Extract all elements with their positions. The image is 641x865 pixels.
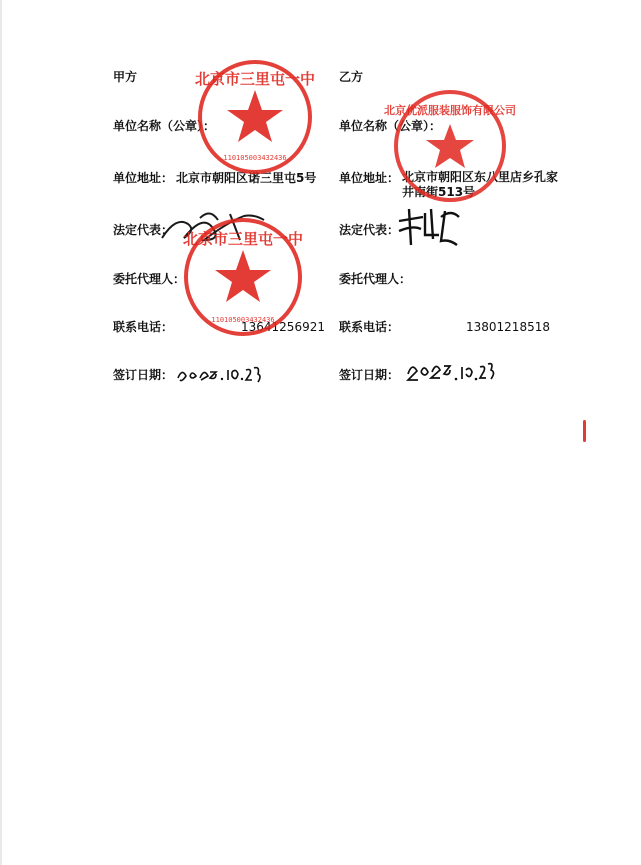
party-b-legal-rep-label: 法定代表： (339, 223, 400, 237)
seal-edge-mark (583, 420, 586, 442)
party-a-official-seal-lower (182, 216, 304, 338)
svg-text:110105003432436: 110105003432436 (211, 316, 275, 324)
party-b-handwritten-date (406, 358, 496, 386)
party-b-unit-name-label: 单位名称（公章）： (339, 119, 442, 133)
svg-text:110105003432436: 110105003432436 (223, 154, 287, 162)
party-a-agent-label: 委托代理人： (113, 272, 186, 286)
svg-text:北京优派服装服饰有限公司: 北京优派服装服饰有限公司 (384, 104, 516, 117)
party-a-handwritten-date (176, 360, 266, 386)
party-a-phone-label: 联系电话： (113, 320, 174, 334)
party-a-sign-date-label: 签订日期： (113, 368, 174, 382)
svg-text:北京市三里屯一中: 北京市三里屯一中 (182, 230, 304, 248)
party-b-address-label: 单位地址： (339, 171, 400, 185)
party-a-address-value: 北京市朝阳区诺三里屯5号 (176, 171, 317, 185)
party-b-agent-label: 委托代理人： (339, 272, 412, 286)
party-b-heading: 乙方 (339, 70, 364, 84)
party-b-address-value: 北京市朝阳区东八里店乡孔家井南街513号 (402, 170, 559, 199)
page-edge (0, 0, 2, 865)
svg-text:北京市三里屯一中: 北京市三里屯一中 (194, 70, 316, 88)
party-a-legal-rep-label: 法定代表： (113, 223, 174, 237)
party-b-signature (395, 203, 465, 247)
party-b-phone-label: 联系电话： (339, 320, 400, 334)
party-a-heading: 甲方 (113, 70, 138, 84)
party-a-address-label: 单位地址： (113, 171, 174, 185)
party-b-sign-date-label: 签订日期： (339, 368, 400, 382)
party-a-unit-name-label: 单位名称（公章）： (113, 119, 216, 133)
party-a-official-seal-upper (196, 58, 314, 176)
party-b-phone-value: 13801218518 (466, 320, 550, 334)
party-a-phone-value: 13641256921 (241, 320, 325, 334)
